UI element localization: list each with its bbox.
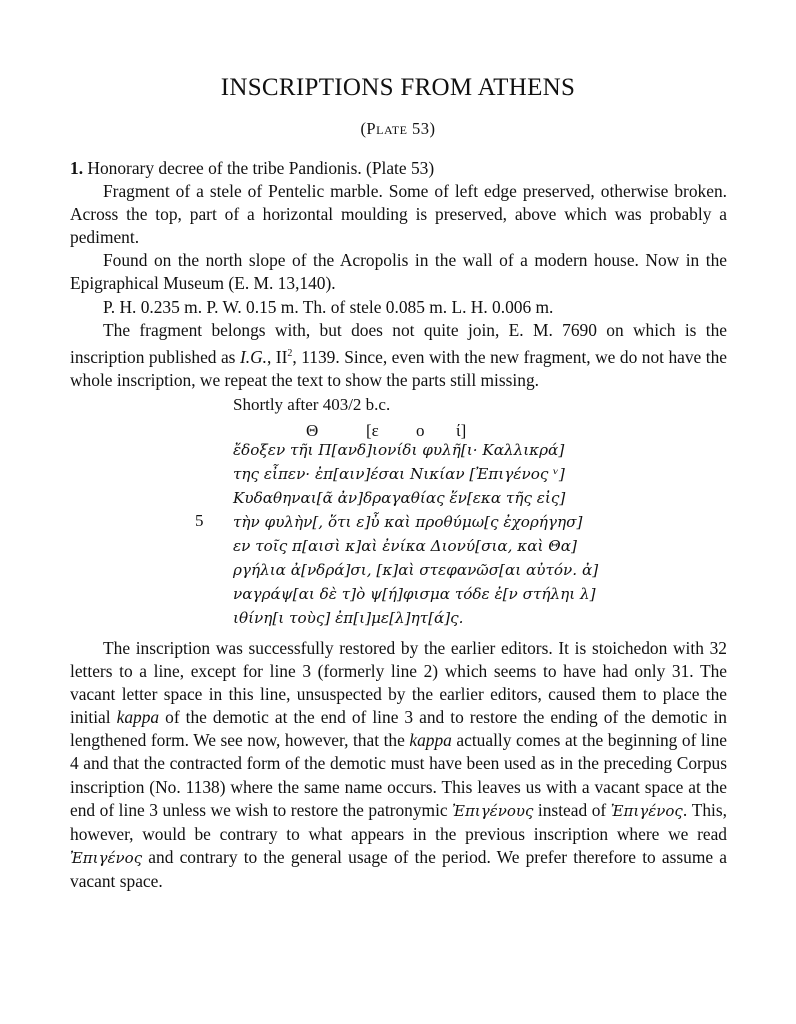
greek-line-2: της εἶπεν· ἐπ[αιν]έσαι Νικίαν [Ἐπιγένος ᵛ] [233, 465, 565, 483]
greek-line-7: ναγράψ[αι δὲ τ]ὸ ψ[ή]φισμα τόδε ἐ[ν στήληι λ] [233, 585, 596, 603]
section-heading-text: Honorary decree of the tribe Pandionis. (Plate 53) [87, 158, 435, 178]
dimensions-paragraph: P. H. 0.235 m. P. W. 0.15 m. Th. of stele 0.085 m. L. H. 0.006 m. [103, 296, 554, 317]
kappa-term-2: kappa [409, 730, 452, 751]
ig-reference: I.G. [239, 346, 267, 367]
section-number: 1. [70, 158, 84, 178]
commentary-text-4: instead of [533, 799, 611, 820]
para4-superscript: 2 [287, 347, 293, 359]
commentary [70, 637, 727, 893]
kappa-term-1: kappa [116, 707, 160, 728]
heading-letter: Θ [306, 421, 319, 440]
greek-word-3: Ἐπιγένος [70, 848, 143, 867]
greek-line-3: Κυδαθηναι[ᾶ ἀν]δραγαθίας ἕν[εκα τῆς εἰς] [233, 489, 566, 507]
heading-letter: ο [416, 421, 425, 440]
greek-line-6: ργήλια ἀ[νδρά]σι, [κ]αὶ στεφανῶσ[αι αὐτόν. ἀ] [233, 561, 599, 579]
commentary-text-2: of the demotic at the end of line 3 and to restore the ending of the demotic in lengthened form. We see now, however, that the [70, 707, 728, 751]
page-title: INSCRIPTIONS FROM ATHENS [220, 74, 576, 101]
heading-letter: [ε [366, 421, 379, 440]
inscription-date: Shortly after 403/2 b.c. [233, 395, 391, 414]
commentary-text-5: . This, however, would be contrary to what appears in the previous inscription where we read [70, 799, 727, 844]
heading-letter: ί] [456, 421, 467, 440]
commentary-text-3: actually comes at the beginning of line 4 and that the contracted form of the demotic must have been used as in the preceding Corpus inscription (No. 1138) where the same name occurs. This leaves us with a vacant space at the end of line 3 unless we wish to restore the patronymic [70, 730, 727, 820]
greek-line-8: ιθίνη[ι τοὺς] ἐπ[ι]με[λ]ητ[ά]ς. [233, 609, 464, 627]
para4-text-c: , 1139. Since, even with the new fragment, we do not have the whole inscription, we repeat the text to show the parts still missing. [70, 346, 727, 390]
provenance-paragraph [70, 319, 727, 392]
line-number-marker: 5 [195, 511, 204, 530]
description-paragraph: Fragment of a stele of Pentelic marble. Some of left edge preserved, otherwise broken. Across the top, part of a horizontal moulding is preserved, above which was probably a pediment. [70, 181, 727, 248]
commentary-paragraph [70, 637, 727, 893]
plate-reference: (Plate 53) [360, 119, 436, 138]
commentary-text-6: and contrary to the general usage of the period. We prefer therefore to assume a vacant space. [70, 846, 727, 891]
findspot-paragraph: Found on the north slope of the Acropolis in the wall of a modern house. Now in the Epigraphical Museum (E. M. 13,140). [70, 250, 727, 294]
section-heading [70, 157, 727, 180]
greek-line-4: τὴν φυλὴν[, ὅτι ε]ὖ καὶ προθύμω[ς ἐχορήγησ] [233, 513, 583, 531]
greek-word-1: Ἐπιγένους [452, 801, 534, 820]
section-1 [70, 157, 727, 392]
greek-line-5: εν τοῖς π[αισὶ κ]αὶ ἐνίκα Διονύ[σια, καὶ Θα] [233, 537, 577, 555]
commentary-text-1: The inscription was successfully restored by the earlier editors. It is stoichedon with 32 letters to a line, except for line 3 (formerly line 2) which seems to have had only 31. The vacant letter space in this line, unsuspected by the earlier editors, caused them to place the initial [70, 638, 727, 728]
greek-word-2: Ἐπιγένος [610, 801, 683, 820]
para4-text-a: The fragment belongs with, but does not quite join, E. M. 7690 on which is the inscription published as [70, 319, 727, 367]
greek-line-1: ἔδοξεν τῆι Π[ανδ]ιονίδι φυλῆ[ι· Καλλικρά] [233, 441, 565, 459]
para4-text-b: , II [266, 346, 288, 367]
